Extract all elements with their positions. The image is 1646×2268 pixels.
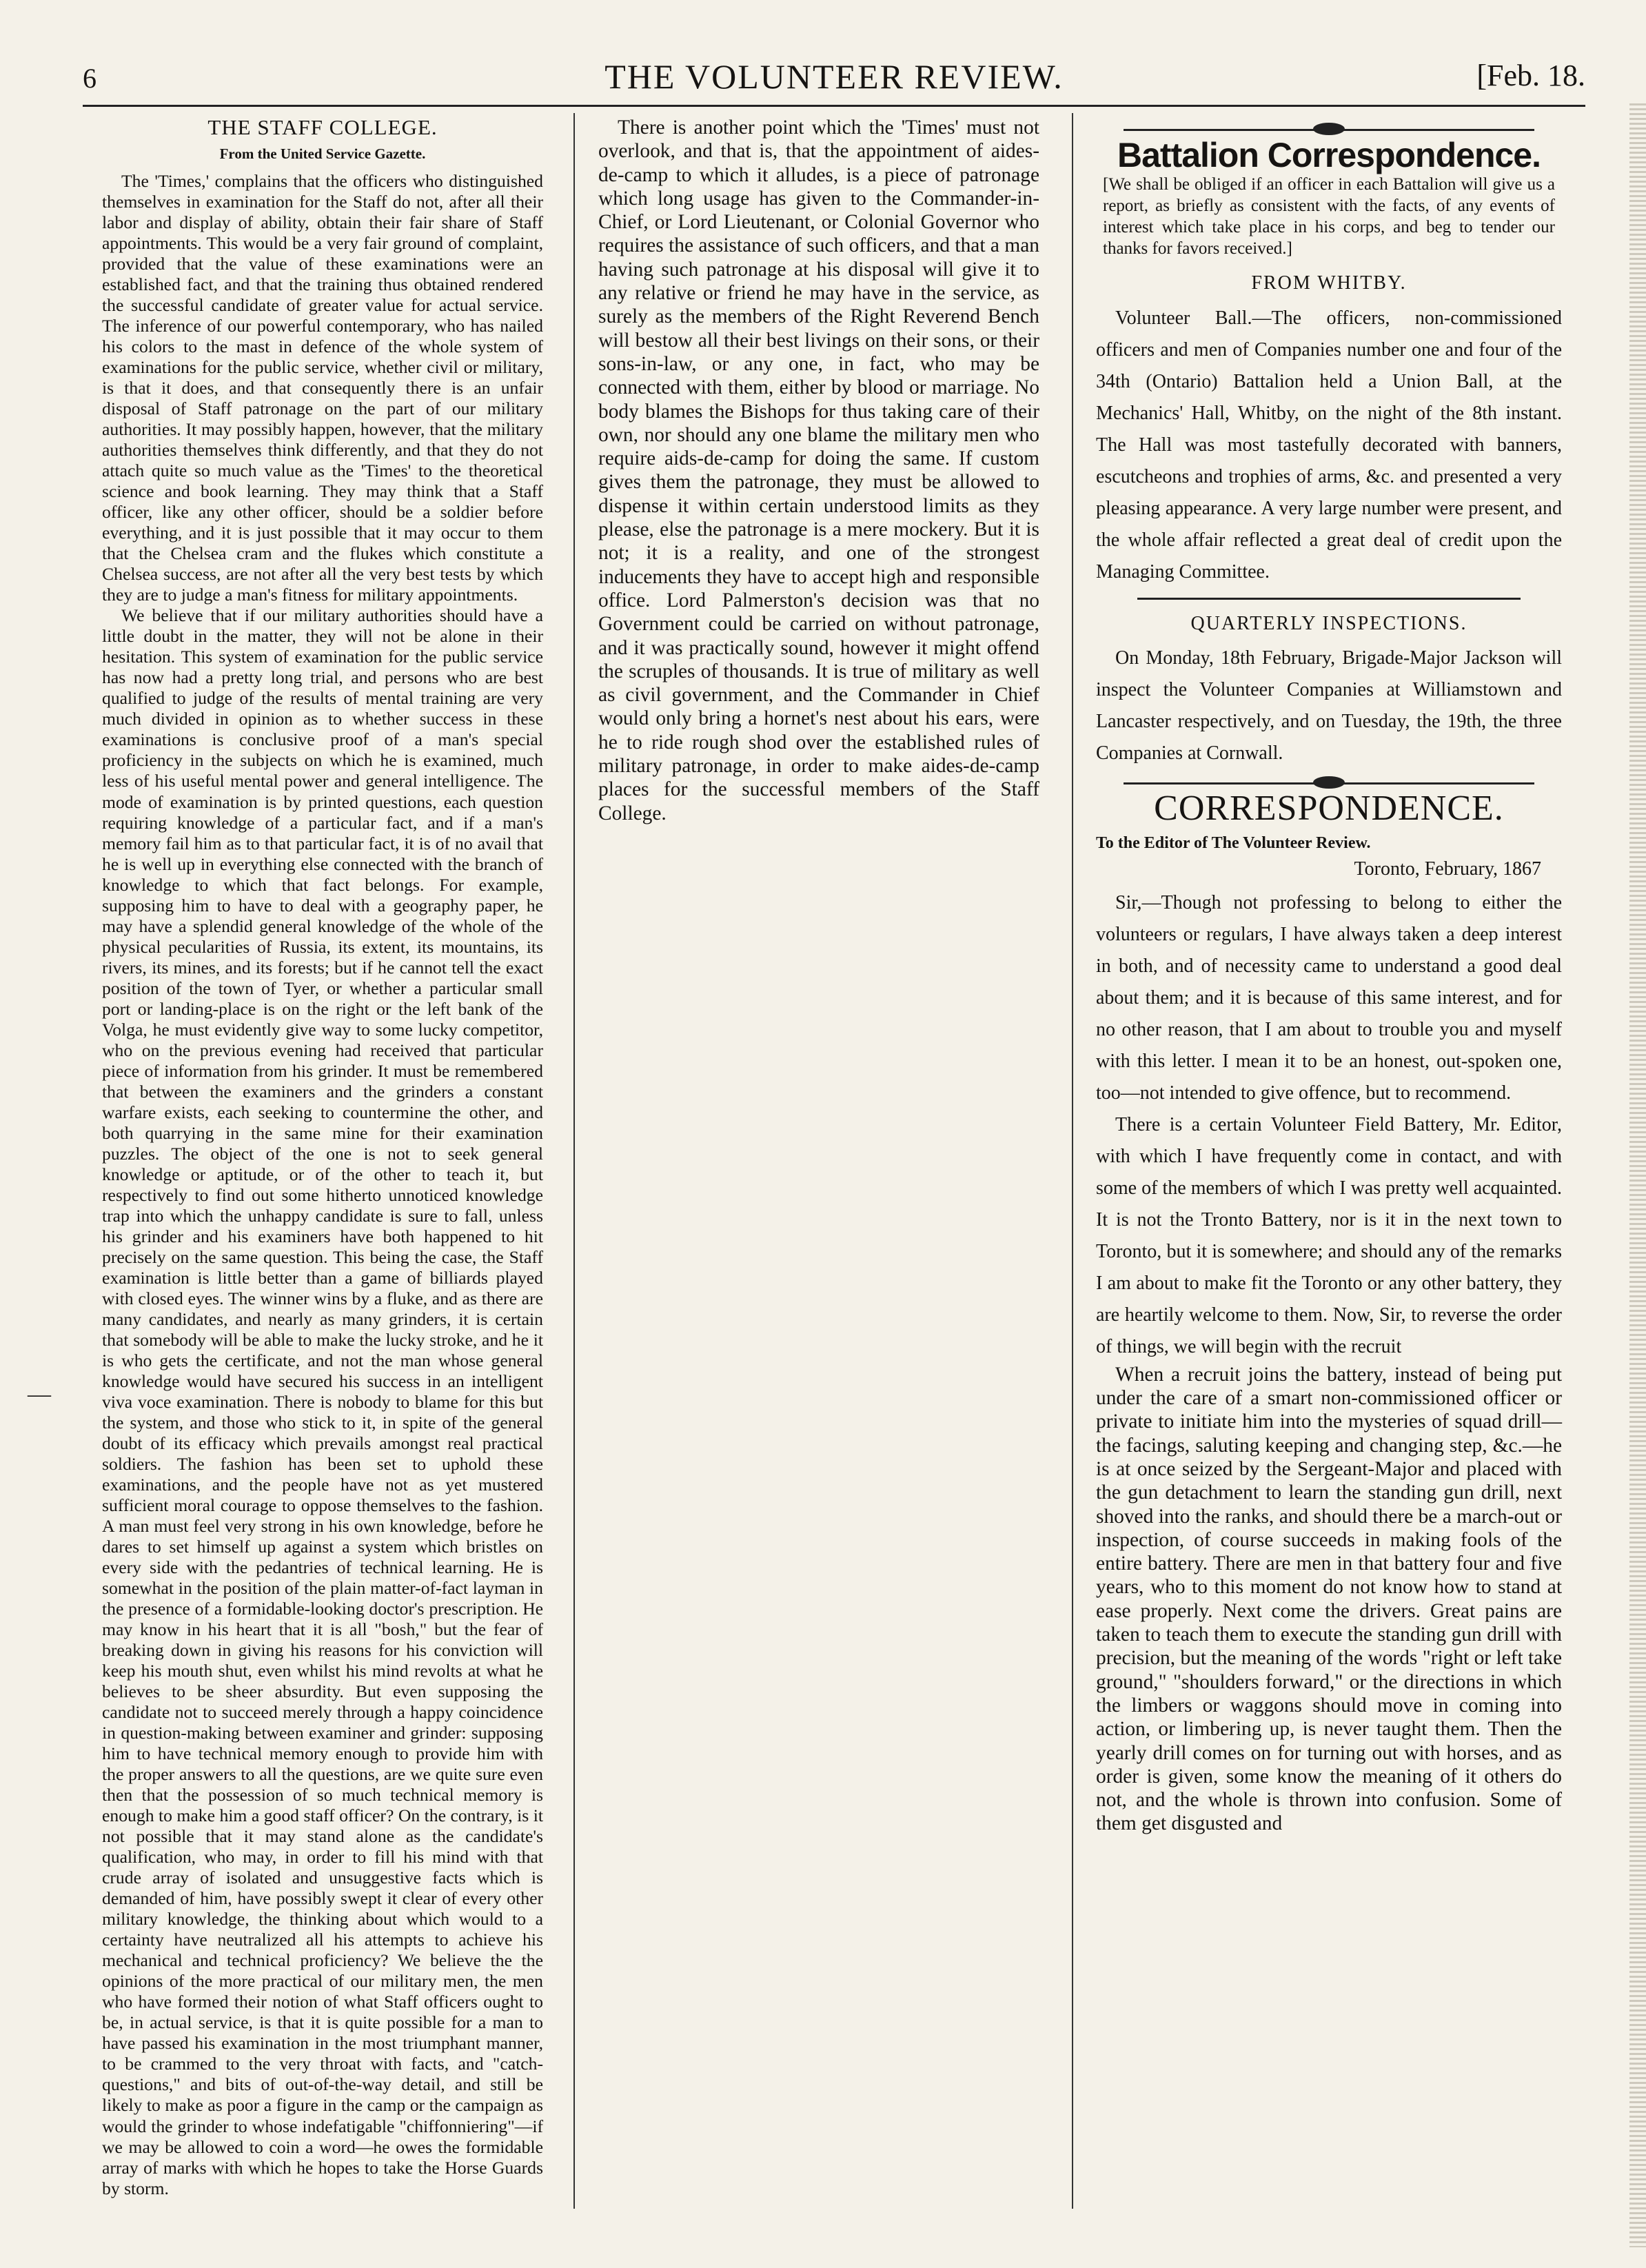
ornamental-rule: [1124, 121, 1534, 138]
letter-paragraph: When a recruit joins the battery, instead of being put under the care of a smart non-commissioned officer or private to initiate him into the mysteries of squad drill—the facings, saluting keeping and changing step, &c.—he is at once seized by the Sergeant-Major and placed with the gun detachment to learn the standing gun drill, next shoved into the ranks, and should there be a march-out or inspection, of course succeeds in making fools of the entire battery. There are men in that battery four and five years, who to this moment do not know how to stand at ease properly. Next come the drivers. Great pains are taken to teach them to execute the standing gun drill with precision, but the meaning of the words "right or left take ground," "shoulders forward," or the directions in which the limbers or waggons should move in coming into action, or limbering up, is never taught them. Then the yearly drill comes on for turning out with horses, and as order is given, some know the meaning of it others do not, and the whole is thrown into confusion. Some of them get disgusted and: [1096, 1363, 1562, 1835]
column-1: [102, 116, 543, 2199]
article-paragraph: There is another point which the 'Times' must not overlook, and that is, that the appointment of aides-de-camp to which it alludes, is a piece of patronage which long usage has given to the Commander-in-Chief, or Lord Lieutenant, or Colonial Governor who requires the assistance of such officers, and that a man having such patronage at his disposal will give it to any relative or friend he may have in the service, as surely as the members of the Right Reverend Bench will bestow all their best livings on their sons, or their sons-in-law, or any one, in fact, who may be connected with them, either by blood or marriage. No body blames the Bishops for thus taking care of their own, nor should any one blame the military men who require aids-de-camp for doing the same. If custom gives them the patronage, they must be allowed to dispense it within certain understood limits as they please, else the patronage is a mere mockery. But it is not; it is a reality, and one of the strongest inducements they have to accept high and responsible office. Lord Palmerston's decision was that no Government could be carried on without patronage, and it was practically sound, however it might offend the scruples of thousands. It is true of military as well as civil government, and the Commander in Chief would only bring a hornet's nest about his ears, were he to ride rough shod over the established rules of military patronage, in order to make aides-de-camp places for the successful members of the Staff College.: [598, 117, 1039, 824]
letter-address: To the Editor of The Volunteer Review.: [1096, 834, 1371, 853]
column-divider-2: [1072, 113, 1073, 2209]
divider: [1137, 598, 1521, 600]
article-paragraph: We believe that if our military authorities should have a little doubt in the matter, they will not be alone in their hesitation. This system of examination for the public service has now had a pretty long trial, and persons who are best qualified to judge of the results of mental training are very much divided in opinion as to whether success in these examinations is conclusive proof of a man's special proficiency in the subjects on which he is examined, much less of his useful mental power and general intelligence. The mode of examination is by printed questions, each question requiring knowledge of a particular fact, and if a man's memory fail him as to that particular fact, it is of no avail that he is well up in everything else connected with the branch of knowledge to which that fact belongs. For example, supposing him to have to deal with a geography paper, he may have a splendid general knowledge of the whole of the physical pecularities of Russia, its extent, its mountains, its rivers, its mines, and its forests; but if he cannot tell the exact position of the town of Tyer, or whether a particular small port or landing-place is on the right or the left bank of the Volga, he must evidently give way to some lucky competitor, who on the previous evening had received that particular piece of information from his grinder. It must be remembered that between the examiners and the grinders a constant warfare exists, each seeking to countermine the other, and both quarrying in the same mine for their examination puzzles. The object of the one is not to seek general knowledge or aptitude, or of the other to teach it, but respectively to find out some hitherto unnoticed knowledge trap into which the unhappy candidate is sure to fall, unless his grinder and his examiners have both happened to hit precisely on the same question. This being the case, the Staff examination is little better than a game of billiards played with closed eyes. The winner wins by a fluke, and as there are many candidates, and nearly as many grinders, it is certain that somebody will be able to make the lucky stroke, and he it is who gets the certificate, and not the man whose general knowledge would have secured his success in an intelligent viva voce examination. There is nobody to blame for this but the system, and those who stick to it, in spite of the general doubt of its efficacy which prevails amongst real practical soldiers. The fashion has been set to uphold these examinations, and the people have not as yet mustered sufficient moral courage to oppose themselves to the fashion. A man must feel very strong in his own knowledge, before he dares to set himself up against a system which bristles on every side with the pedantries of technical learning. He is somewhat in the position of the plain matter-of-fact layman in the presence of a formidable-looking doctor's prescription. He may know in his heart that it is all "bosh," but the fear of breaking down in giving his reasons for his conviction will keep his mouth shut, even whilst his mind revolts at what he believes to be sheer absurdity. But even supposing the candidate not to succeed merely through a happy coincidence in question-making between examiner and grinder: supposing him to have technical memory enough to provide him with the proper answers to all the questions, are we quite sure even then that the possession of so much technical memory is enough to make him a good staff officer? On the contrary, is it not possible that it may stand alone as the candidate's qualification, who may, in order to fill his mind with that crude array of isolated and unsuggestive facts which is demanded of him, have possibly swept it clear of every other military knowledge, the thinking about which would to a certainty have neutralized all his attempts to achieve his mechanical and technical proficiency? We believe the the opinions of the more practical of our military men, the men who have formed their notion of what Staff officers ought to be, in actual service, is that it is quite possible for a man to have passed his examination in the most triumphant manner, to be crammed to the very throat with facts, and "catch-questions," and bits of out-of-the-way detail, and still be likely to make as poor a figure in the camp or the campaign as would the grinder to whose indefatigable "chiffonniering"—if we may be allowed to coin a word—he owes the formidable array of marks with which he hopes to take the Horse Guards by storm.: [102, 605, 543, 2198]
column-divider-1: [573, 113, 575, 2209]
letter-dateline: Toronto, February, 1867: [1354, 858, 1541, 880]
article-title: THE STAFF COLLEGE.: [207, 115, 438, 139]
page-header: [83, 57, 1585, 105]
article-source: From the United Service Gazette.: [219, 145, 426, 163]
whitby-report: Volunteer Ball.—The officers, non-commissioned officers and men of Companies number one and four of the 34th (Ontario) Battalion held a Union Ball, at the Mechanics' Hall, Whitby, on the night of the 8th instant. The Hall was most tastefully decorated with banners, escutcheons and trophies of arms, &c. and presented a very pleasing appearance. A very large number were present, and the whole affair reflected a great deal of credit upon the Managing Committee.: [1096, 307, 1562, 583]
letter-paragraph: There is a certain Volunteer Field Battery, Mr. Editor, with which I have frequently come in contact, and with some of the members of which I was pretty well acquainted. It is not the Tronto Battery, nor is it in the next town to Toronto, but it is somewhere; and should any of the remarks I am about to make fit the Toronto or any other battery, they are heartily welcome to them. Now, Sir, to reverse the order of things, we will begin with the recruit: [1096, 1113, 1562, 1357]
column-2: [598, 116, 1039, 825]
whitby-heading: FROM WHITBY.: [1251, 272, 1407, 294]
page-number: 6: [83, 63, 96, 94]
header-rule: [83, 105, 1585, 107]
margin-mark: —: [28, 1381, 51, 1407]
letter-paragraph: Sir,—Though not professing to belong to either the volunteers or regulars, I have always taken a deep interest in both, and of necessity came to understand a good deal about them; and it is because of this same interest, and for no other reason, that I am about to trouble you and myself with this letter. I mean it to be an honest, out-spoken one, too—not intended to give offence, but to recommend.: [1096, 891, 1562, 1104]
ornamental-rule: [1124, 775, 1534, 791]
masthead: THE VOLUNTEER REVIEW.: [604, 57, 1064, 96]
section-title-correspondence: CORRESPONDENCE.: [1154, 788, 1504, 828]
editor-note: [We shall be obliged if an officer in each Battalion will give us a report, as briefly as consistent with the facts, of any events of interest which take place in his corps, and beg to tender our thanks for favors received.]: [1103, 175, 1555, 259]
issue-date: [Feb. 18.: [1476, 59, 1585, 92]
page-edge-texture: [1629, 103, 1646, 2247]
article-paragraph: The 'Times,' complains that the officers who distinguished themselves in examination for the Staff do not, after all their labor and display of ability, obtain their fair share of Staff appointments. This would be a very fair ground of complaint, provided that the value of these examinations were an established fact, and that the training thus obtained rendered the successful candidate of greater value for actual service. The inference of our powerful contemporary, who has nailed his colors to the mast in defence of the whole system of examinations for the public service, whether civil or military, is that it does, and that consequently there is an unfair disposal of Staff patronage on the part of our military authorities. It may possibly happen, however, that the military authorities themselves think differently, and that they do not attach quite so much value as the 'Times' to the theoretical science and book learning. They may think that a Staff officer, like any other officer, should be a soldier before everything, and it is just possible that it may occur to them that the Chelsea cram and the flukes which constitute a Chelsea success, are not after all the very best tests by which they are to judge a man's fitness for military appointments.: [102, 171, 543, 605]
inspections-heading: QUARTERLY INSPECTIONS.: [1190, 612, 1467, 634]
section-title-battalion: Battalion Correspondence.: [1117, 136, 1541, 174]
inspections-report: On Monday, 18th February, Brigade-Major Jackson will inspect the Volunteer Companies at Williamstown and Lancaster respectively, and on Tuesday, the 19th, the three Companies at Cornwall.: [1096, 647, 1562, 764]
column-3: [1096, 116, 1562, 1836]
